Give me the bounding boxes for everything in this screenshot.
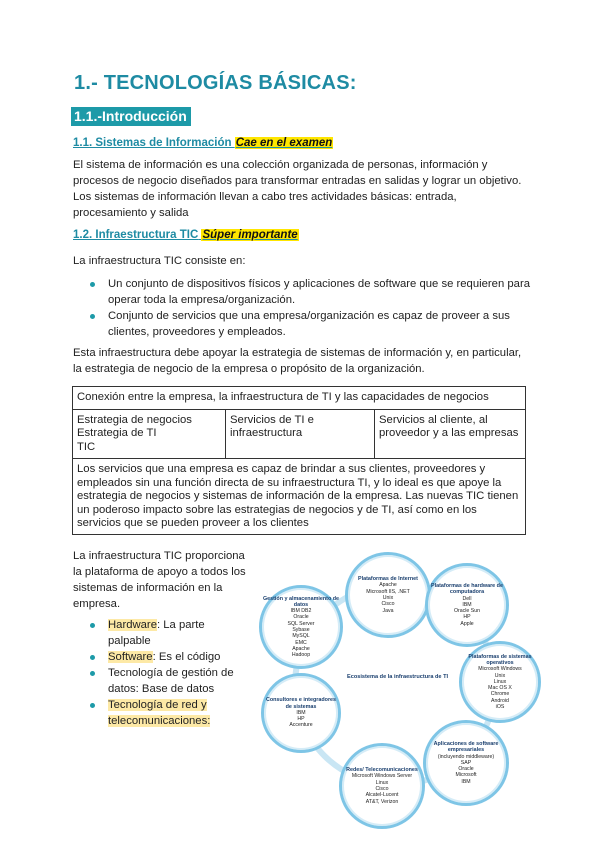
- list-item: Conjunto de servicios que una empresa/organización es capaz de proveer a sus clientes, proveedores y empleados.: [73, 308, 533, 340]
- it-ecosystem-diagram: [255, 545, 540, 835]
- page-title: 1.- TECNOLOGÍAS BÁSICAS:: [74, 72, 357, 94]
- bullet-icon: [90, 655, 95, 660]
- paragraph-estrategia: Esta infraestructura debe apoyar la estrategia de sistemas de información y, en particular, la estrategia de negocio de la empresa o propósito de la organización.: [73, 347, 522, 375]
- node-consultants: Consultores e integradores de sistemas IBM HP Accenture: [261, 673, 341, 753]
- bullet-icon: [90, 623, 95, 628]
- subsection-heading-2: [73, 229, 299, 241]
- subsection-heading-1: [73, 137, 333, 149]
- node-hardware-platforms: Plataformas de hardware de computadora Dell IBM Oracle Sun HP Apple: [425, 563, 509, 647]
- node-data-management: Gestión y almacenamiento de datos IBM DB2 Oracle SQL Server Sybase MySQL EMC Apache Hadoop: [259, 585, 343, 669]
- bullet-list: [73, 276, 533, 340]
- subsection-title: 1.2. Infraestructura TIC: [73, 229, 199, 241]
- paragraph-plataforma: La infraestructura TIC proporciona la plataforma de apoyo a todos los sistemas de información en la empresa.: [73, 550, 246, 610]
- node-networks-telecom: Redes/ Telecomunicaciones Microsoft Windows Server Linux Cisco Alcatel-Lucent AT&T, Verizon: [339, 743, 425, 829]
- list-item: Tecnología de gestión de datos: Base de datos: [73, 665, 248, 697]
- component-list: [73, 617, 248, 729]
- table-header-cell: Conexión entre la empresa, la infraestructura de TI y las capacidades de negocios: [73, 387, 526, 410]
- section-heading: 1.1.-Introducción: [71, 107, 191, 126]
- paragraph-sistemas: El sistema de información es una colección organizada de personas, información y procesos de negocio diseñados para transformar entradas en salidas y lograr un objetivo. Los sistemas de información llevan a cabo tres actividades básicas: entrada, procesamiento y salida: [73, 159, 522, 219]
- bullet-icon: [90, 282, 95, 287]
- table-cell-col1: Estrategia de negocios Estrategia de TI TIC: [73, 409, 226, 459]
- highlight-tag: Súper importante: [202, 229, 298, 241]
- highlight-tag: Cae en el examen: [235, 137, 333, 149]
- table-cell-col3: Servicios al cliente, al proveedor y a las empresas: [375, 409, 526, 459]
- table-cell-col2: Servicios de TI e infraestructura: [226, 409, 375, 459]
- node-os-platforms: Plataformas de sistemas operativos Microsoft Windows Unix Linux Mac OS X Chrome Android iOS: [459, 641, 541, 723]
- paragraph-intro-tic: La infraestructura TIC consiste en:: [73, 255, 246, 267]
- list-item: Software: Es el código: [73, 649, 248, 665]
- list-item: Hardware: La parte palpable: [73, 617, 248, 649]
- diagram-center-label: Ecosistema de la infraestructura de TI: [347, 674, 449, 680]
- bullet-icon: [90, 314, 95, 319]
- list-item: Tecnología de red y telecomunicaciones:: [73, 697, 248, 729]
- connection-table: [72, 386, 526, 535]
- bullet-icon: [90, 703, 95, 708]
- table-footer-cell: Los servicios que una empresa es capaz de brindar a sus clientes, proveedores y empleados sin una función directa de su infraestructura TI, y lo ideal es que apoye la estrategia de negocios y sistemas de información de la empresa. Las nuevas TIC tienen un poderoso impacto sobre las estrategias de negocios y de TI, así como en los servicios que se pueden proveer a los clientes: [73, 459, 526, 535]
- node-internet-platforms: Plataformas de Internet Apache Microsoft IIS, .NET Unix Cisco Java: [345, 552, 431, 638]
- list-item: Un conjunto de dispositivos físicos y aplicaciones de software que se requieren para operar toda la empresa/organización.: [73, 276, 533, 308]
- subsection-title: 1.1. Sistemas de Información: [73, 137, 232, 149]
- bullet-icon: [90, 671, 95, 676]
- node-enterprise-software: Aplicaciones de software empresariales (incluyendo middleware) SAP Oracle Microsoft IBM: [423, 720, 509, 806]
